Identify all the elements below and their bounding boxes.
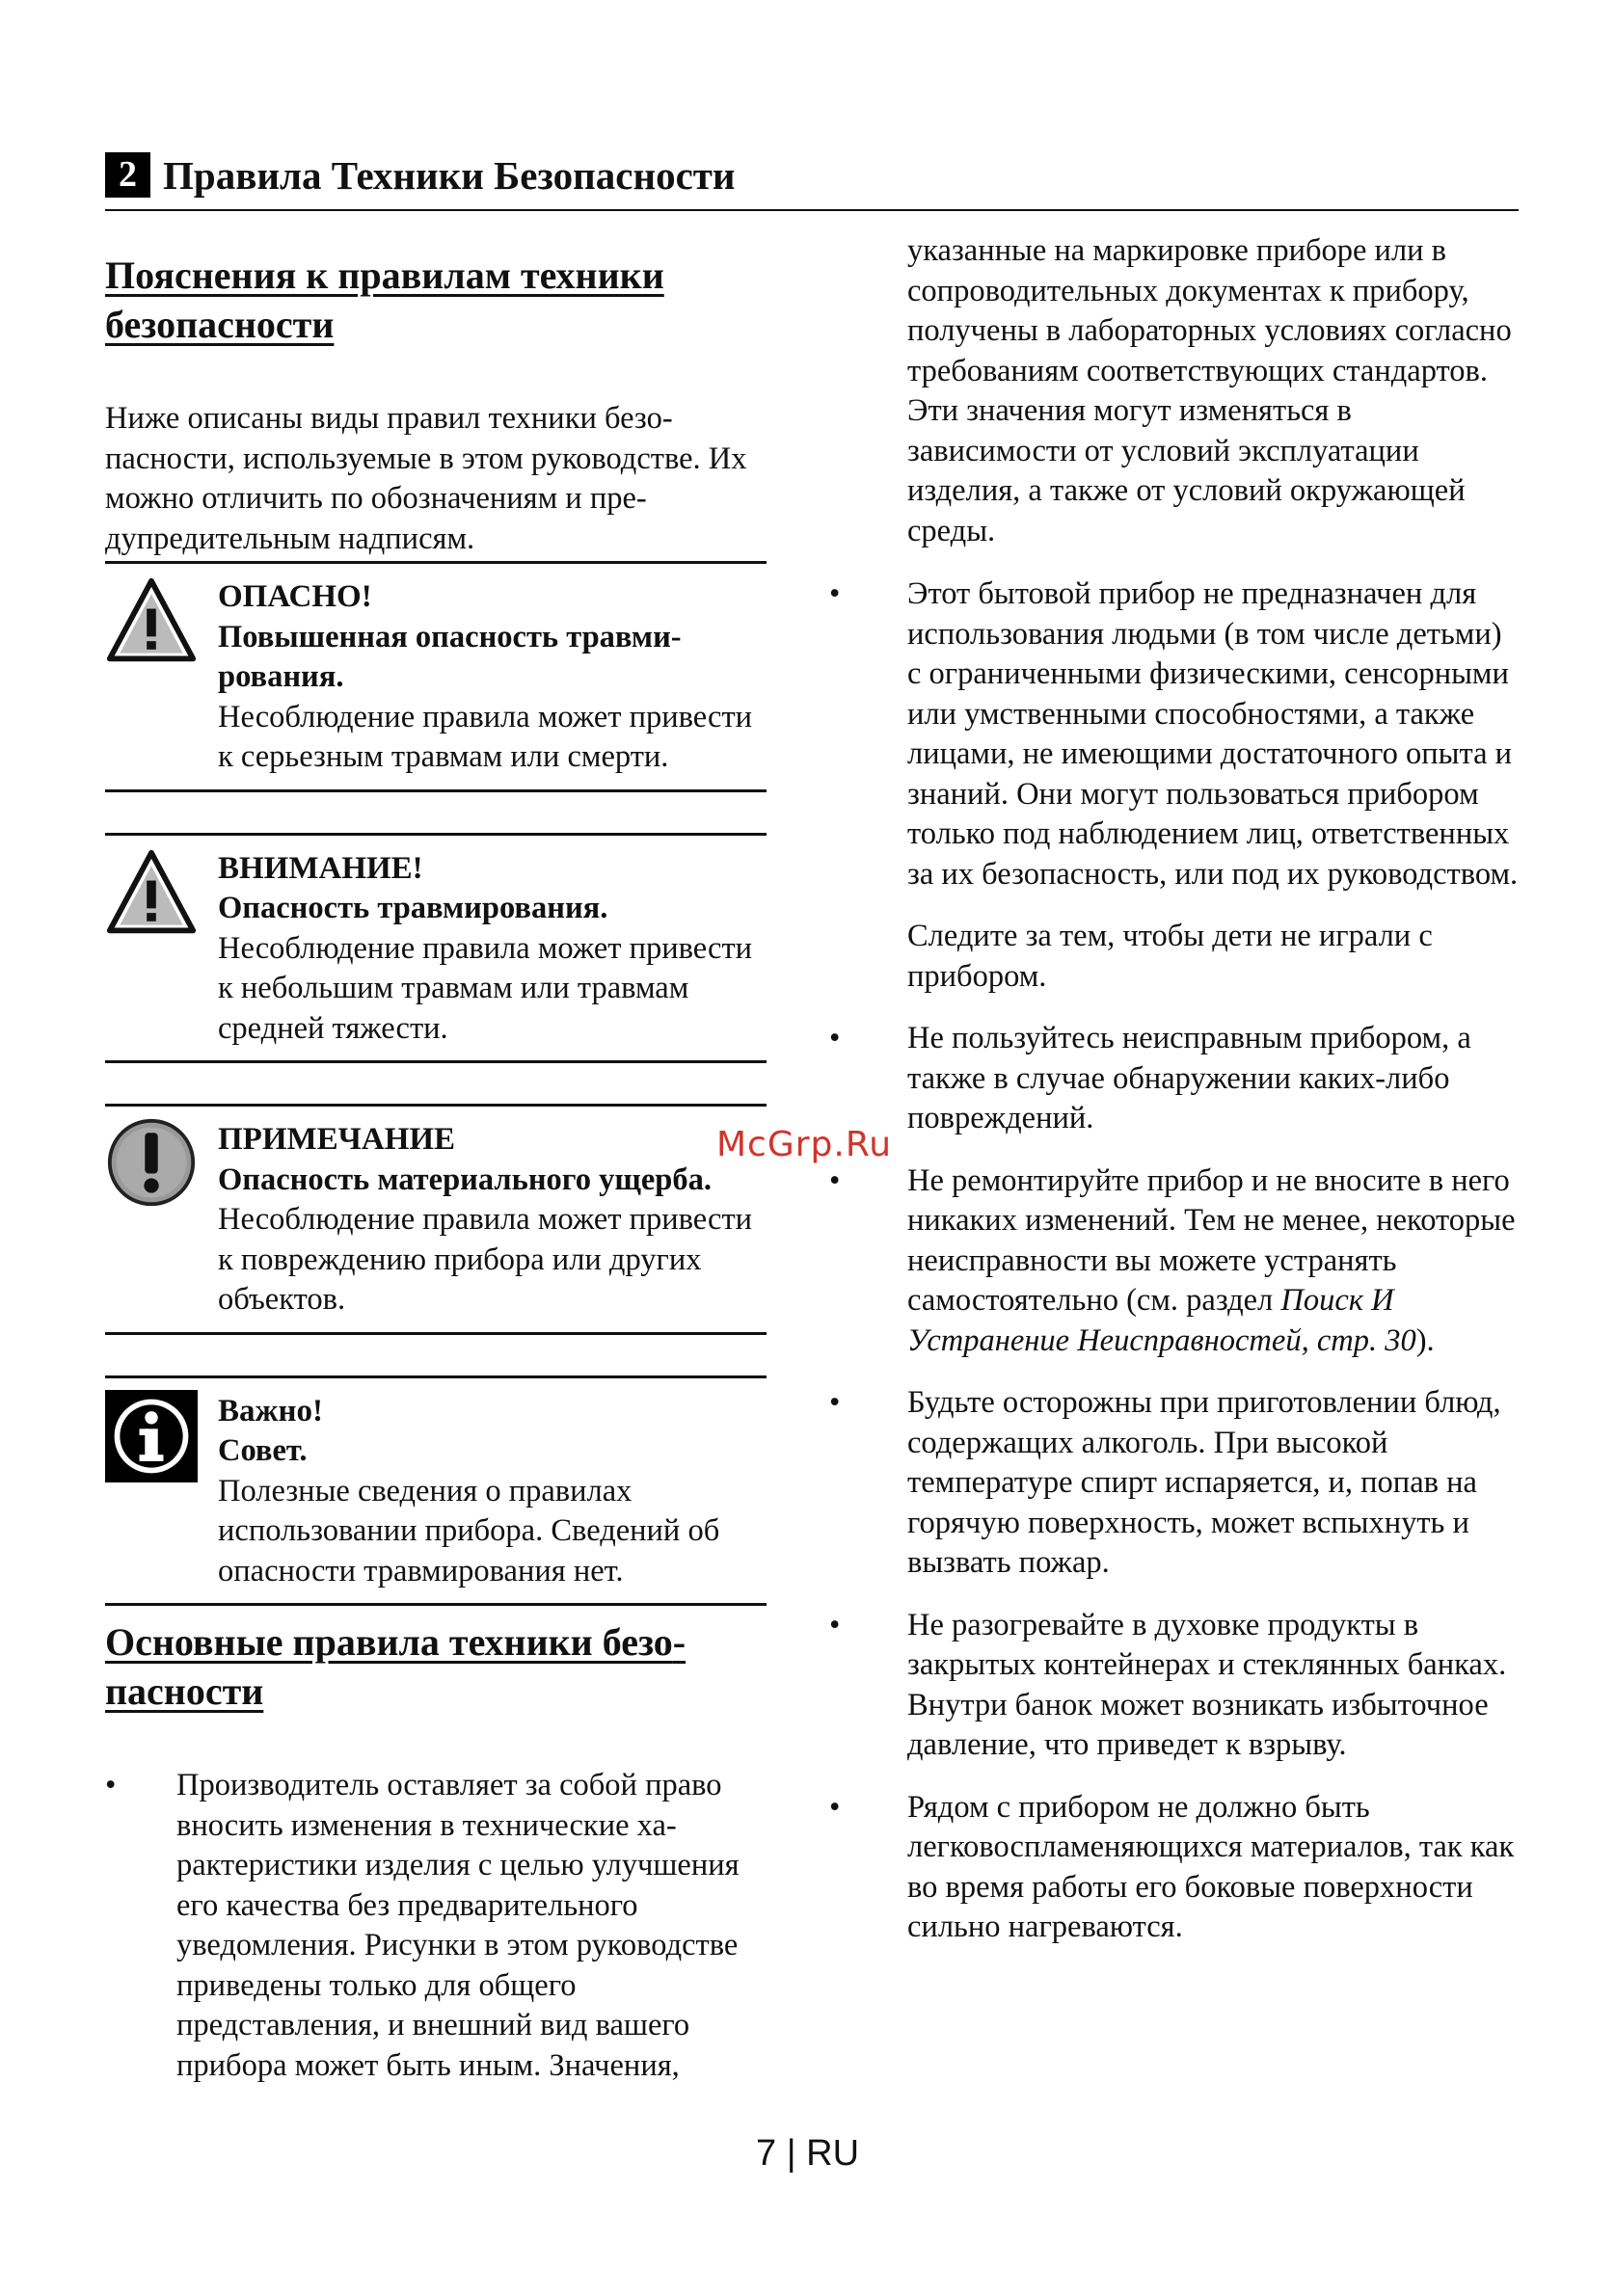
list-item [829,574,1523,997]
exclamation-circle-icon [105,1116,198,1209]
language-code: RU [806,2133,860,2174]
right-column [829,231,1523,1948]
list-item-text: указанные на маркировке приборе или в сопроводительных документах к прибору, получены в лабораторных условиях согласно требованиям соответствующих стандартов. Эти значения могут изменяться в зависимости от условий эксплуатации изделия, а также от условий окружающей среды. [907,233,1512,548]
notice-tip [105,1375,767,1607]
notice-subtitle: Опасность травмирования. [218,891,608,925]
rules-list-left [105,1766,767,2086]
list-item-text: Не пользуйтесь неисправным прибором, а также в случае обнаружении каких-либо повреждений. [907,1021,1471,1135]
notice-warning [105,833,767,1064]
chapter-header [105,147,1519,211]
bullet-marker: • [829,1607,841,1642]
notice-danger [105,561,767,792]
left-column [105,251,767,2086]
notice-title: ОПАСНО! [218,579,372,614]
list-item-text: Этот бытовой прибор не предназначен для использования людьми (в том числе детьми) с ограниченными физическими, сенсорными или умственными способностями, а также лицами, не имеющими достаточного опыта и знаний. Они могут пользоваться прибором только под наблюдением лиц, ответственных за их безопасность, или под их руководством. [907,576,1519,892]
list-item-text: Производитель оставляет за собой право вносить изменения в технические характеристики изделия с целью улучшения его качества без предварительного уведомления. Рисунки в этом руководстве приведены только для общего представления, и внешний вид вашего прибора может быть иным. Значения, [176,1768,740,2083]
bullet-marker: • [829,576,841,611]
list-item [829,1161,1523,1362]
list-item-text-end: ). [1415,1322,1435,1358]
warning-triangle-icon [105,575,198,668]
bullet-marker: • [829,1021,841,1055]
notice-subtitle: Повышенная опасность травмирования. [218,619,682,694]
list-item-text: Рядом с прибором не должно быть легковоспламеняющихся материалов, так как во время работы его боковые поверхности сильно нагреваются. [907,1789,1515,1944]
list-item-continuation [829,231,1523,551]
warning-triangle-icon [105,847,198,940]
list-item-extra-text: Следите за тем, чтобы дети не играли с прибором. [907,919,1433,994]
notice-title: ВНИМАНИЕ! [218,850,423,886]
rules-list-right [829,231,1523,1948]
chapter-number-badge: 2 [105,152,150,198]
list-item [829,1606,1523,1766]
footer-separator: | [786,2133,796,2174]
section-title-explanations: Пояснения к правилам техники безопасности [105,254,664,346]
section-title-basic-rules: Основные правила техники безопасности [105,1620,686,1713]
bullet-marker: • [829,1385,841,1420]
bullet-marker: • [105,1768,117,1802]
page-number: 7 [755,2133,777,2174]
notice-title: ПРИМЕЧАНИЕ [218,1122,456,1157]
bullet-marker: • [829,1162,841,1198]
notice-subtitle: Опасность материального ущерба. [218,1161,712,1197]
intro-paragraph: Ниже описаны виды правил техники безопасности, используемые в этом руководстве. Их можно отличить по обозначениям и предупредительным надписям. [105,401,747,556]
page-footer [0,2133,1615,2175]
list-item-text: Будьте осторожны при приготовлении блюд, содержащих алкоголь. При высокой температуре спирт испаряется, и, попав на горячую поверхность, может вспыхнуть и вызвать пожар. [907,1385,1501,1580]
info-icon [105,1390,198,1482]
bullet-marker: • [829,1789,841,1825]
notice-text: Полезные сведения о правилах использовании прибора. Сведений об опасности травмирования нет. [218,1473,720,1589]
notice-text: Несоблюдение правила может привести к серьезным травмам или смерти. [218,699,753,774]
chapter-title: Правила Техники Безопасности [163,153,736,198]
list-item [829,1019,1523,1139]
list-item-text: Не разогревайте в духовке продукты в закрытых контейнерах и стеклянных банках. Внутри банок может возникать избыточное давление, что приведет к взрыву. [907,1607,1507,1762]
notice-text: Несоблюдение правила может привести к повреждению прибора или других объектов. [218,1202,753,1317]
notice-note [105,1104,767,1335]
notice-title: Важно! [218,1393,323,1428]
watermark: McGrp.Ru [716,1125,893,1164]
notice-subtitle: Совет. [218,1433,308,1468]
cross-reference-link[interactable]: Поиск И Устранение Неисправностей, стр. 30 [907,1283,1416,1358]
notice-text: Несоблюдение правила может привести к небольшим травмам или травмам средней тяжести. [218,930,753,1046]
list-item [829,1383,1523,1584]
list-item [105,1766,767,2086]
list-item-text: Не ремонтируйте прибор и не вносите в него никаких изменений. Тем не менее, некоторые неисправности вы можете устранять самостоятельно (см. раздел [907,1162,1516,1318]
list-item [829,1788,1523,1948]
